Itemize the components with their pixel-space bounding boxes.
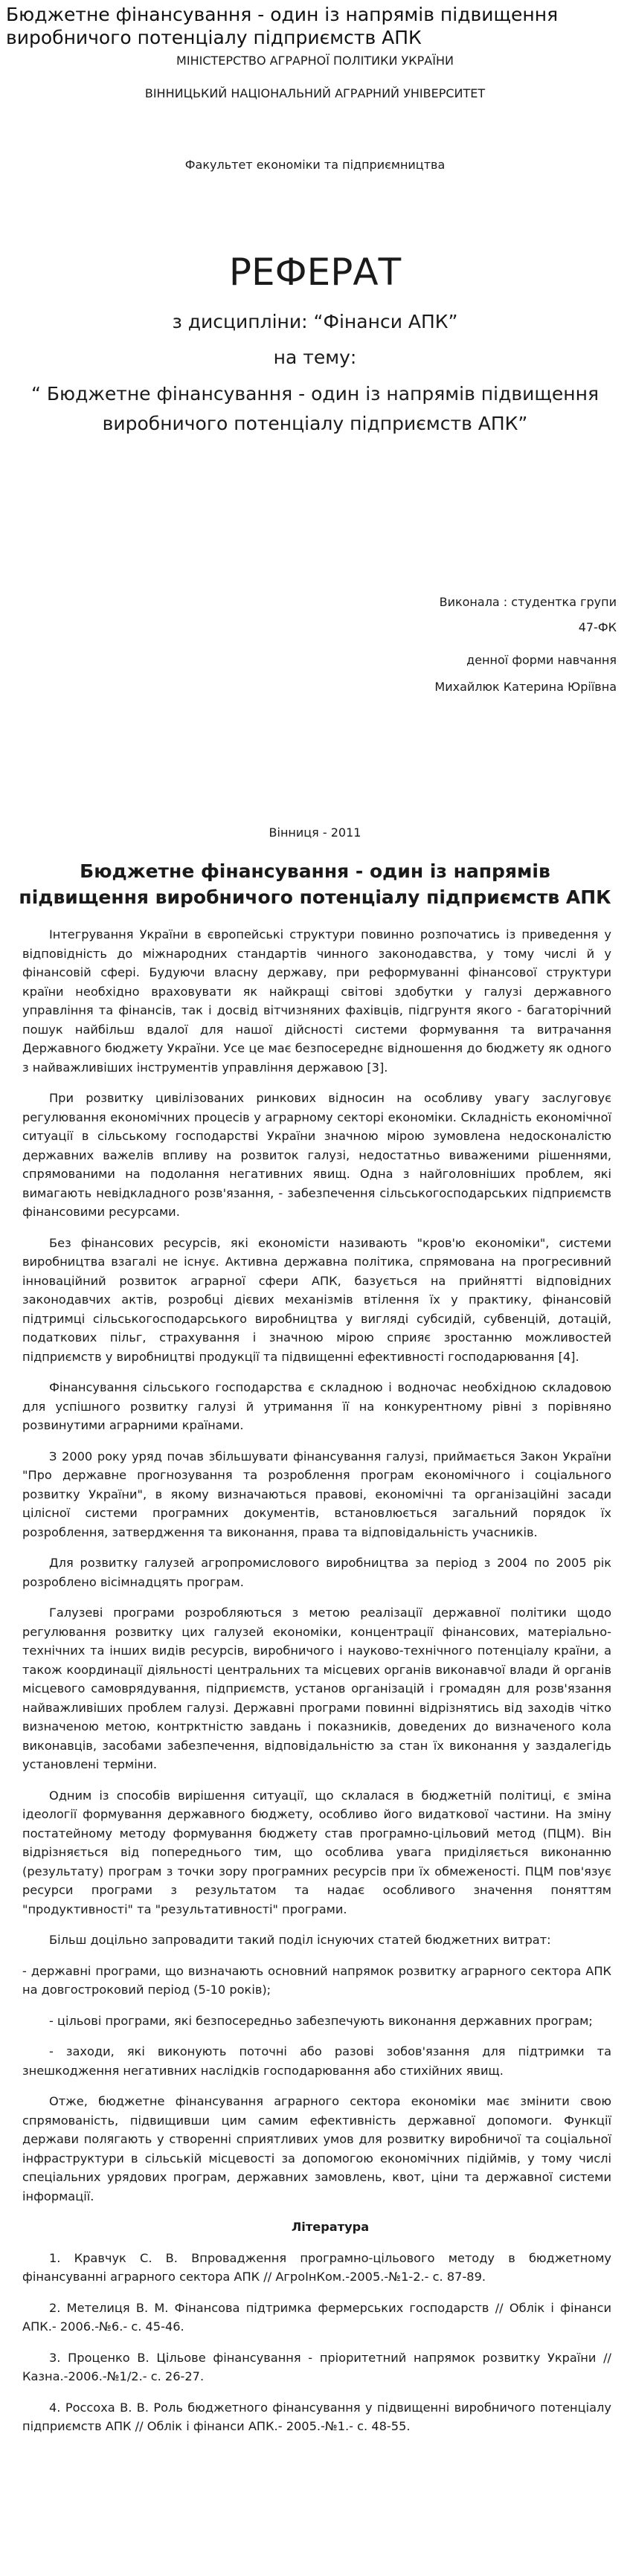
- references-title: Література: [291, 2220, 370, 2234]
- paragraph: Для розвитку галузей агропромислового виробництва за період з 2004 по 2005 рік розроблено вісімнадцять програм.: [22, 1556, 611, 1589]
- ministry-name: МІНІСТЕРСТВО АГРАРНОЇ ПОЛІТИКИ УКРАЇНИ: [176, 54, 454, 68]
- paragraph: Більш доцільно запровадити такий поділ існуючих статей бюджетних витрат:: [49, 1933, 551, 1947]
- paragraph: Одним із способів вирішення ситуації, що склалася в бюджетній політиці, є зміна ідеології формування державного бюджету, особливо його видаткової частини. На зміну постатейному методу формування бюджету став програмно-цільовий метод (ПЦМ). Він відрізняється від попереднього тим, що особлива увага приділяється виконанню (результату) програм з точки зору програмних ресурсів при їх обмеженості. ПЦМ пов'язує ресурси програми з результатом та надає особливого значення поняттям "продуктивності" та "результативності" програми.: [22, 1788, 611, 1916]
- topic-label: на тему:: [273, 347, 357, 368]
- reference-item: 3. Проценко В. Цільове фінансування - пріоритетний напрямок розвитку України // Казна.-2006.-№1/2.- с. 26-27.: [22, 2350, 611, 2383]
- closing-paragraph: Отже, бюджетне фінансування аграрного сектора економіки має змінити свою спрямованість, підвищивши цим самим ефективність державної допомоги. Функції держави полягають у створенні сприятливих умов для розвитку виробничої та соціальної інфраструктури в сільській місцевості за допомогою економічних підіймів, у тому числі спеціальних урядових програм, державних замовлень, квот, ціни та державної системи інформації.: [22, 2094, 611, 2203]
- executor-line: Виконала : студентка групи: [439, 595, 617, 609]
- paragraph: З 2000 року уряд почав збільшувати фінансування галузі, приймається Закон України "Про державне прогнозування та розроблення програм економічного і соціального розвитку України", в якому визначаються правові, економічні та організаційні засади цілісної системи програмних документів, встановлюється загальний порядок їх розроблення, затвердження та виконання, права та відповідальність учасників.: [22, 1449, 611, 1539]
- paragraph: Фінансування сільського господарства є складною і водночас необхідною складовою для успішного розвитку галузі й утримання її на конкурентному рівні з порівняно розвинутими аграрними країнами.: [22, 1380, 611, 1432]
- list-item: - заходи, які виконують поточні або разові зобов'язання для підтримки та знешкодження негативних наслідків господарювання або стихійних явищ.: [22, 2044, 611, 2078]
- article-title: Бюджетне фінансування - один із напрямів підвищення виробничого потенціалу підприємств АПК: [19, 860, 611, 908]
- list-item: - державні програми, що визначають основний напрямок розвитку аграрного сектора АПК на довгостроковий період (5-10 років);: [22, 1963, 611, 1997]
- reference-item: 4. Россоха В. В. Роль бюджетного фінансування у підвищенні виробничого потенціалу підприємств АПК // Облік і фінанси АПК.- 2005.-№1.- с. 48-55.: [22, 2400, 611, 2433]
- paragraph: Без фінансових ресурсів, які економісти називають "кров'ю економіки", системи виробництва взагалі не існує. Активна державна політика, спрямована на прогресивний інноваційний розвиток аграрної сфери АПК, базується на прийнятті відповідних законодавчих актів, розробці дієвих механізмів втілення їх у практику, фінансовій підтримці сільськогосподарського виробництва у вигляді субсидій, субвенцій, дотацій, податкових пільг, страхування і значною мірою сприяє зростанню можливостей підприємств у виробництві продукції та підвищенні ефективності господарювання [4].: [22, 1235, 611, 1364]
- article-body: [22, 925, 611, 2448]
- referat-heading: РЕФЕРАТ: [228, 251, 402, 294]
- page-title: Бюджетне фінансування - один із напрямів підвищення виробничого потенціалу підприємств АПК: [6, 4, 559, 48]
- city-year: Вінниця - 2011: [269, 825, 361, 840]
- paragraph: Галузеві програми розробляються з метою реалізації державної політики щодо регулювання розвитку цих галузей економіки, концентрації фінансових, матеріально-технічних та інших видів ресурсів, виробничого і науково-технічного потенціалу країни, а також координації діяльності центральних та місцевих органів виконавчої влади й органів місцевого самоврядування, підприємств, установ організацій і громадян для розв'язання найважливіших проблем галузі. Державні програми повинні відрізнятись від заходів чітко визначеною метою, контрктністю завдань і показників, доведених до визначеного кола виконавців, засобами забезпечення, відповідальністю за стан їх виконання у заздалегідь установлені терміни.: [22, 1606, 611, 1771]
- list-item: - цільові програми, які безпосередньо забезпечують виконання державних програм;: [49, 2013, 593, 2028]
- paragraph: Інтегрування України в європейські структури повинно розпочатись із приведення у відповідність до міжнародних стандартів чинного законодавства, у тому числі й у фінансовій сфері. Будуючи власну державу, при реформуванні фінансової структури країни необхідно враховувати як найкращі світові здобутки у галузі державного управління та фінансів, так і досвід вітчизняних фахівців, підгрунтя якого - багаторічний пошук найбільш вдалої для нашої дійсності системи формування та витрачання Державного бюджету України. Усе це має безпосереднє відношення до бюджету як одного з найважливіших інструментів управління державою [3].: [22, 927, 611, 1075]
- paragraph: При розвитку цивілізованих ринкових відносин на особливу увагу заслуговує регулювання економічних процесів у аграрному секторі економіки. Складність економічної ситуації в сільському господарстві України значною мірою зумовлена недосконалістю державних важелів впливу на розвиток галузі, недостатньо виваженими рішеннями, спрямованими на подолання негативних явищ. Одна з найголовніших проблем, які вимагають невідкладного розв'язання, - забезпечення сільськогосподарських підприємств фінансовими ресурсами.: [22, 1091, 611, 1219]
- executor-study-form: денної форми навчання: [466, 653, 617, 667]
- reference-item: 1. Кравчук С. В. Впровадження програмно-цільового методу в бюджетному фінансуванні аграрного сектора АПК // АгроІнКом.-2005.-№1-2.- с. 87-89.: [22, 2250, 611, 2284]
- executor-name: Михайлюк Катерина Юріївна: [434, 680, 617, 694]
- university-name: ВІННИЦЬКИЙ НАЦІОНАЛЬНИЙ АГРАРНИЙ УНІВЕРСИТЕТ: [144, 86, 486, 100]
- faculty-name: Факультет економіки та підприємництва: [184, 158, 446, 172]
- topic-title: “ Бюджетне фінансування - один із напрямів підвищення виробничого потенціалу підприємств АПК”: [30, 383, 599, 434]
- discipline-line: з дисципліни: “Фінанси АПК”: [172, 311, 458, 332]
- reference-item: 2. Метелиця В. М. Фінансова підтримка фермерських господарств // Облік і фінанси АПК.- 2006.-№6.- с. 45-46.: [22, 2300, 611, 2334]
- executor-group: 47-ФК: [578, 620, 617, 634]
